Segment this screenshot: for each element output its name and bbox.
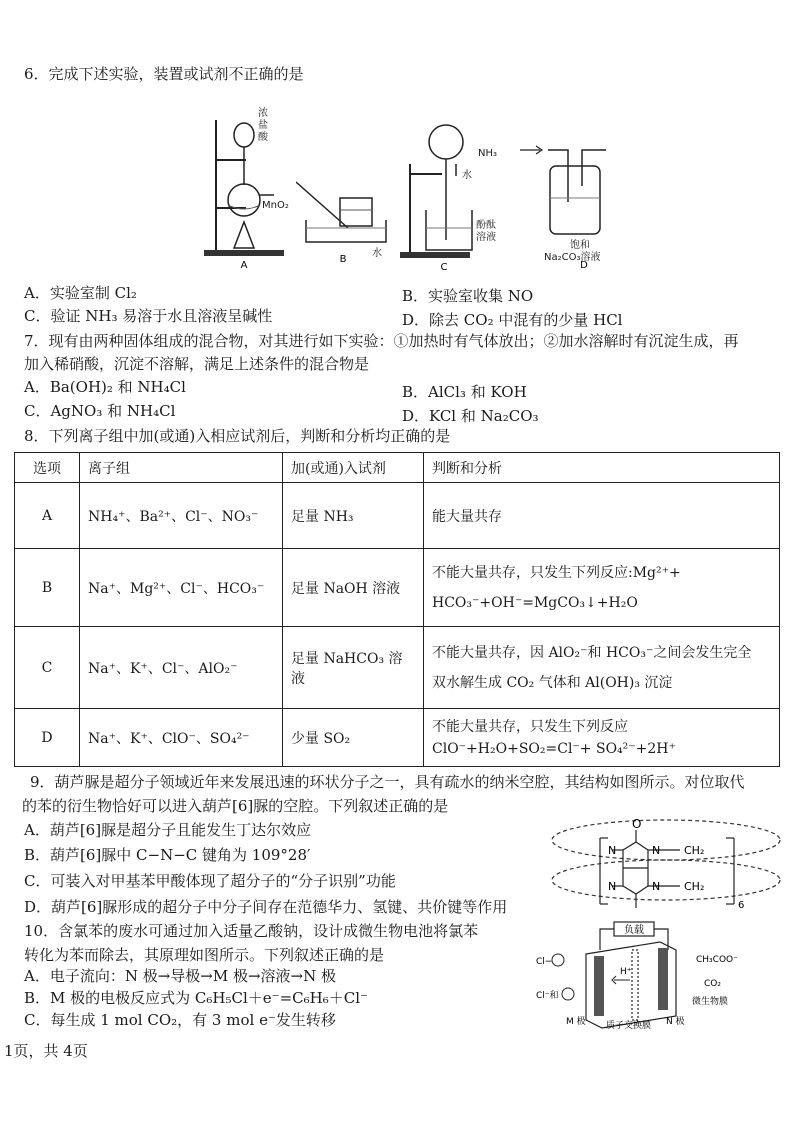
q6-option-c: C．验证 NH₃ 易溶于水且溶液呈碱性	[24, 307, 273, 325]
q10-option-a: A．电子流向：N 极→导极→M 极→溶液→N 极	[24, 967, 337, 985]
page-footer: 1页，共 4页	[4, 1042, 88, 1060]
q9-label-ch2a: CH₂	[684, 844, 705, 857]
q6-c-nh3-label: NH₃	[478, 148, 498, 159]
q8-row-d-analysis	[424, 709, 780, 767]
q8-row-d-ions: Na⁺、K⁺、ClO⁻、SO₄²⁻	[80, 709, 283, 767]
q8-header-option: 选项	[15, 453, 80, 483]
q10-option-c: C．每生成 1 mol CO₂，有 3 mol e⁻发生转移	[24, 1011, 336, 1029]
q10-label-m: M 极	[566, 1017, 586, 1027]
q10-label-acetate: CH₃COO⁻	[696, 955, 738, 965]
table-row	[15, 627, 780, 709]
q8-header-ions: 离子组	[80, 453, 283, 483]
q6-a-label: A	[240, 260, 248, 270]
q6-d-label: D	[580, 260, 588, 271]
q9-label-n3: N	[608, 880, 617, 893]
q8-row-a-reagent: 足量 NH₃	[283, 483, 424, 549]
q8-row-c-ions: Na⁺、K⁺、Cl⁻、AlO₂⁻	[80, 627, 283, 709]
q7-option-d: D．KCl 和 Na₂CO₃	[402, 407, 539, 425]
q8-row-c-analysis-line1: 不能大量共存，因 AlO₂⁻和 HCO₃⁻之间会发生完全	[432, 644, 752, 661]
q8-table-header-row	[15, 453, 780, 483]
q8-row-b-analysis-line2: HCO₃⁻+OH⁻=MgCO₃↓+H₂O	[432, 594, 638, 611]
q7-option-b: B．AlCl₃ 和 KOH	[402, 383, 527, 401]
q6-option-b: B．实验室收集 NO	[402, 287, 534, 305]
q9-stem-line1: 9．葫芦脲是超分子领域近年来发展迅速的环状分子之一，具有疏水的纳米空腔，其结构如图所示。对位取代	[30, 773, 745, 791]
q6-b-water-label: 水	[372, 248, 382, 259]
q7-option-a: A．Ba(OH)₂ 和 NH₄Cl	[24, 378, 186, 396]
q8-row-d-option: D	[15, 709, 80, 767]
q9-label-n1: N	[608, 844, 617, 857]
q6-c-label: C	[440, 262, 448, 272]
q6-b-label: B	[339, 254, 347, 265]
q9-label-n4: N	[652, 880, 661, 893]
q6-figure-a	[196, 100, 296, 270]
q9-label-ch2b: CH₂	[684, 880, 705, 893]
q8-row-a-ions: NH₄⁺、Ba²⁺、Cl⁻、NO₃⁻	[80, 483, 283, 549]
q8-row-c-reagent: 足量 NaHCO₃ 溶液	[283, 627, 424, 709]
q8-row-a-option: A	[15, 483, 80, 549]
q8-row-b-analysis-line1: 不能大量共存，只发生下列反应:Mg²⁺+	[432, 564, 681, 581]
q10-label-cl-and: Cl⁻和	[536, 991, 559, 1001]
q9-option-a: A．葫芦[6]脲是超分子且能发生丁达尔效应	[24, 821, 312, 839]
q9-option-d: D．葫芦[6]脲形成的超分子中分子间存在范德华力、氢键、共价键等作用	[24, 898, 508, 916]
q9-stem-line2: 的苯的衍生物恰好可以进入葫芦[6]脲的空腔。下列叙述正确的是	[22, 797, 449, 815]
q10-label-membrane: 质子交换膜	[606, 1021, 652, 1031]
table-row	[15, 483, 780, 549]
q7-stem-line1: 7．现有由两种固体组成的混合物，对其进行如下实验：①加热时有气体放出；②加水溶解时有沉淀生成，再	[24, 332, 739, 350]
table-row	[15, 709, 780, 767]
q10-label-co2: CO₂	[704, 979, 721, 989]
q8-header-analysis: 判断和分析	[424, 453, 780, 483]
q9-label-o: O	[632, 817, 642, 831]
q8-row-b-ions: Na⁺、Mg²⁺、Cl⁻、HCO₃⁻	[80, 549, 283, 627]
q9-label-sub: 6	[738, 900, 745, 911]
q8-table	[14, 452, 780, 767]
q8-row-b-option: B	[15, 549, 80, 627]
q6-c-phenol-label: 酚酞溶液	[476, 220, 496, 243]
q8-row-c-option: C	[15, 627, 80, 709]
q9-option-b: B．葫芦[6]脲中 C−N−C 键角为 109°28′	[24, 846, 311, 864]
q10-stem-line2: 转化为苯而除去，其原理如图所示。下列叙述正确的是	[24, 946, 385, 964]
q9-option-c: C．可装入对甲基苯甲酸体现了超分子的“分子识别”功能	[24, 872, 396, 890]
q6-a-acid-label: 浓盐酸	[258, 108, 268, 143]
q10-label-cl: Cl−	[536, 957, 553, 967]
q6-a-mno2-label: MnO₂	[262, 200, 289, 211]
q10-stem-line1: 10．含氯苯的废水可通过加入适量乙酸钠，设计成微生物电池将氯苯	[24, 922, 479, 940]
q8-row-a-analysis-line1: 能大量共存	[432, 508, 502, 525]
table-row	[15, 549, 780, 627]
q8-row-c-analysis	[424, 627, 780, 709]
q6-option-d: D．除去 CO₂ 中混有的少量 HCl	[402, 311, 623, 329]
q6-d-soln-label: Na₂CO₃溶液	[544, 252, 601, 263]
q8-row-b-analysis	[424, 549, 780, 627]
q7-option-c: C．AgNO₃ 和 NH₄Cl	[24, 402, 176, 420]
q10-label-n: N 极	[666, 1017, 685, 1027]
q10-label-load: 负载	[624, 925, 644, 936]
q10-cell-figure	[536, 920, 782, 1032]
q6-c-water-label: 水	[462, 170, 472, 181]
q8-row-a-analysis	[424, 483, 780, 549]
q8-row-c-analysis-line2: 双水解生成 CO₂ 气体和 Al(OH)₃ 沉淀	[432, 674, 673, 691]
q9-label-n2: N	[652, 844, 661, 857]
q8-header-reagent: 加(或通)入试剂	[283, 453, 424, 483]
q8-row-d-analysis-line2: ClO⁻+H₂O+SO₂=Cl⁻+ SO₄²⁻+2H⁺	[432, 740, 676, 757]
q10-label-hplus: H⁺	[620, 967, 632, 977]
q8-stem: 8．下列离子组中加(或通)入相应试剂后，判断和分析均正确的是	[24, 427, 451, 445]
q6-stem: 6．完成下述实验，装置或试剂不正确的是	[24, 65, 304, 83]
q7-stem-line2: 加入稀硝酸，沉淀不溶解，满足上述条件的混合物是	[24, 355, 370, 373]
q9-structure-figure	[548, 814, 784, 922]
q6-d-sat-label: 饱和	[570, 240, 590, 251]
q8-row-d-analysis-line1: 不能大量共存，只发生下列反应	[432, 718, 628, 735]
q6-option-a: A．实验室制 Cl₂	[24, 284, 137, 302]
q10-label-film: 微生物膜	[692, 997, 729, 1007]
q8-row-b-reagent: 足量 NaOH 溶液	[283, 549, 424, 627]
q10-option-b: B．M 极的电极反应式为 C₆H₅Cl＋e⁻=C₆H₆＋Cl⁻	[24, 989, 368, 1007]
q8-row-d-reagent: 少量 SO₂	[283, 709, 424, 767]
